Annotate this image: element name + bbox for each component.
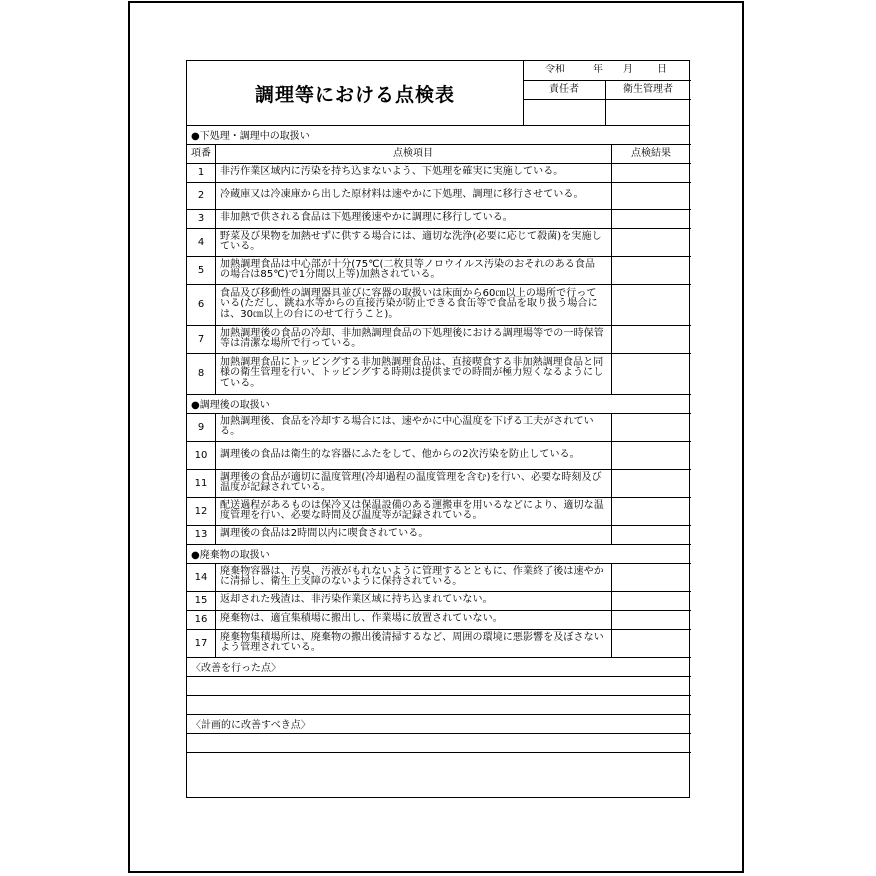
check-result-cell[interactable] bbox=[611, 497, 691, 525]
check-result-cell[interactable] bbox=[611, 325, 691, 353]
memo-label-improved: 〈改善を行った点〉 bbox=[191, 663, 281, 674]
check-result-cell[interactable] bbox=[611, 591, 691, 610]
grid-line bbox=[611, 163, 612, 394]
item-number: 8 bbox=[197, 368, 205, 379]
hygiene-manager-stamp-box[interactable] bbox=[605, 99, 691, 125]
date-year: 年 bbox=[593, 64, 603, 75]
check-item-text: 調理後の食品は衛生的な容器にふたをして、他からの2次汚染を防止している。 bbox=[220, 448, 580, 460]
check-result-cell[interactable] bbox=[611, 256, 691, 284]
date-day: 日 bbox=[657, 64, 667, 75]
item-number: 12 bbox=[194, 505, 208, 517]
item-number: 3 bbox=[197, 213, 205, 224]
grid-line bbox=[215, 413, 216, 544]
grid-line bbox=[215, 163, 216, 394]
grid-line bbox=[215, 144, 216, 163]
check-item-text: 調理後の食品が適切に温度管理(冷却過程の温度管理を含む)を行い、必要な時刻及び温度が記録されている。 bbox=[220, 471, 602, 493]
check-item-text: 廃棄物集積場所は、廃棄物の搬出後清掃するなど、周囲の環境に悪影響を及ぼさないよう管理されている。 bbox=[220, 631, 604, 653]
check-result-cell[interactable] bbox=[611, 525, 691, 544]
date-reiwa: 令和 bbox=[545, 64, 565, 75]
item-number: 9 bbox=[197, 421, 205, 433]
check-result-cell[interactable] bbox=[611, 182, 691, 209]
check-item-text: 野菜及び果物を加熱せずに供する場合には、適切な洗浄(必要に応じて殺菌)を実施している。 bbox=[220, 230, 602, 252]
item-number: 14 bbox=[194, 571, 208, 583]
check-item-text: 調理後の食品は2時間以内に喫食されている。 bbox=[220, 528, 429, 540]
item-number: 5 bbox=[197, 264, 205, 276]
memo-writing-line[interactable] bbox=[187, 695, 691, 714]
item-number: 16 bbox=[194, 614, 208, 625]
column-header-item: 点検項目 bbox=[393, 147, 433, 159]
check-result-cell[interactable] bbox=[611, 209, 691, 228]
check-result-cell[interactable] bbox=[611, 353, 691, 394]
item-number: 1 bbox=[197, 167, 205, 178]
grid-line bbox=[611, 144, 612, 163]
check-result-cell[interactable] bbox=[611, 228, 691, 256]
item-number: 11 bbox=[194, 477, 208, 489]
check-item-text: 冷蔵庫又は冷凍庫から出した原材料は速やかに下処理、調理に移行させている。 bbox=[220, 189, 584, 201]
column-header-no: 項番 bbox=[191, 147, 211, 159]
grid-line bbox=[215, 563, 216, 657]
item-number: 6 bbox=[197, 299, 205, 310]
check-result-cell[interactable] bbox=[611, 413, 691, 441]
item-number: 15 bbox=[194, 595, 208, 606]
item-number: 7 bbox=[197, 333, 205, 345]
item-number: 2 bbox=[197, 190, 205, 201]
item-number: 10 bbox=[194, 449, 208, 461]
check-item-text: 加熱調理後の食品の冷却、非加熱調理食品の下処理後における調理場等での一時保管等は清潔な場所で行っている。 bbox=[220, 327, 604, 349]
item-number: 4 bbox=[197, 236, 205, 248]
hygiene-manager-label: 衛生管理者 bbox=[623, 83, 673, 95]
check-result-cell[interactable] bbox=[611, 629, 691, 657]
check-item-text: 加熱調理食品は中心部が十分(75℃(二枚貝等ノロウイルス汚染のおそれのある食品の場合は85℃)で1分間以上等)加熱されている。 bbox=[220, 258, 596, 280]
memo-writing-line[interactable] bbox=[187, 752, 691, 771]
item-number: 13 bbox=[194, 529, 208, 540]
grid-line bbox=[611, 563, 612, 657]
date-month: 月 bbox=[623, 64, 633, 75]
check-result-cell[interactable] bbox=[611, 441, 691, 469]
check-item-text: 返却された残渣は、非汚染作業区域に持ち込まれていない。 bbox=[220, 594, 493, 606]
memo-writing-line[interactable] bbox=[187, 733, 691, 752]
check-result-cell[interactable] bbox=[611, 610, 691, 629]
column-header-result: 点検結果 bbox=[631, 147, 671, 159]
check-item-text: 加熱調理食品にトッピングする非加熱調理食品は、直接喫食する非加熱調理食品と同様の衛生管理を行い、トッピングする時期は提供までの時間が極力短くなるようにしている。 bbox=[220, 356, 604, 389]
check-result-cell[interactable] bbox=[611, 163, 691, 182]
check-item-text: 配送過程があるものは保冷又は保温設備のある運搬車を用いるなどにより、適切な温度管理を行い、必要な時間及び温度等が記録されている。 bbox=[220, 499, 604, 521]
check-item-text: 非汚作業区域内に汚染を持ち込まないよう、下処理を確実に実施している。 bbox=[220, 166, 564, 178]
check-item-text: 食品及び移動性の調理器具並びに容器の取扱いは床面から60㎝以上の場所で行っている(ただし、跳ね水等からの直接汚染が防止できる食缶等で食品を取り扱う場合には、30㎝以上の台にのせて行うこと)。 bbox=[220, 287, 598, 320]
check-item-text: 非加熱で供される食品は下処理後速やかに調理に移行している。 bbox=[220, 212, 513, 224]
check-result-cell[interactable] bbox=[611, 469, 691, 497]
section-heading: ●下処理・調理中の取扱い bbox=[191, 131, 310, 142]
grid-line bbox=[611, 413, 612, 544]
section-heading: ●調理後の取扱い bbox=[191, 400, 270, 411]
check-item-text: 廃棄物は、適宜集積場に搬出し、作業場に放置されていない。 bbox=[220, 613, 503, 625]
item-number: 17 bbox=[194, 637, 208, 649]
responsible-label: 責任者 bbox=[549, 83, 579, 95]
document-title: 調理等における点検表 bbox=[254, 83, 455, 106]
check-result-cell[interactable] bbox=[611, 284, 691, 325]
check-item-text: 加熱調理後、食品を冷却する場合には、速やかに中心温度を下げる工夫がされている。 bbox=[220, 415, 594, 437]
memo-label-planned: 〈計画的に改善すべき点〉 bbox=[191, 720, 311, 731]
memo-writing-line[interactable] bbox=[187, 676, 691, 695]
check-item-text: 廃棄物容器は、汚臭、汚液がもれないように管理するとともに、作業終了後は速やかに清掃し、衛生上支障のないように保持されている。 bbox=[220, 565, 604, 587]
inspection-sheet bbox=[186, 60, 690, 798]
section-heading: ●廃棄物の取扱い bbox=[191, 550, 270, 561]
responsible-stamp-box[interactable] bbox=[523, 99, 605, 125]
check-result-cell[interactable] bbox=[611, 563, 691, 591]
